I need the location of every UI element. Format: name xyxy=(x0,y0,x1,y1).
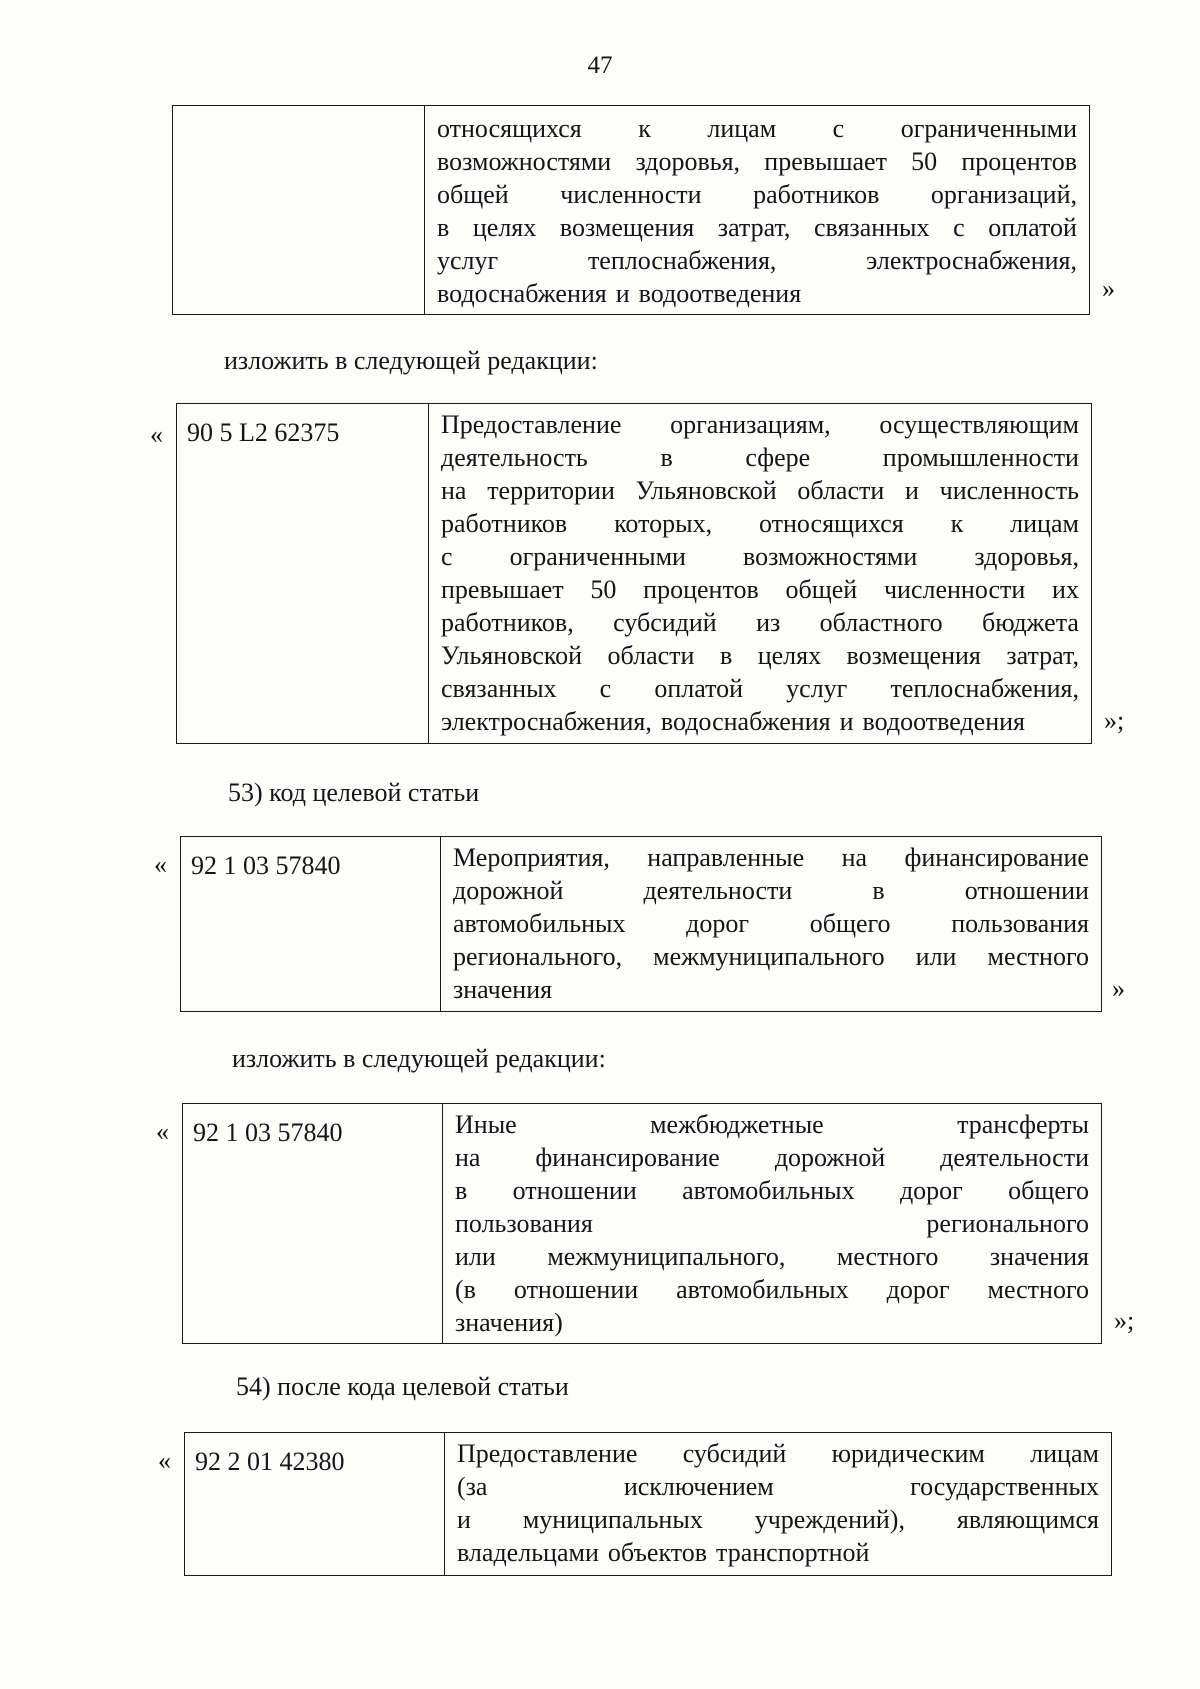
description-word: оплатой xyxy=(988,213,1077,242)
description-word: здоровья, xyxy=(974,542,1079,571)
page-number: 47 xyxy=(587,52,613,79)
description-line xyxy=(457,1536,1099,1569)
description-word: на xyxy=(455,1143,481,1172)
closing-quote: »; xyxy=(1114,1306,1135,1335)
description-word: исключением xyxy=(623,1472,774,1501)
description-word: 50 xyxy=(911,147,938,176)
description-word: в xyxy=(455,1176,468,1205)
description-word: 50 xyxy=(590,575,617,604)
description-word: работников xyxy=(441,509,568,538)
description-word: целях xyxy=(472,213,537,242)
description-word: и xyxy=(839,707,854,736)
description-word: пользования xyxy=(455,1209,593,1238)
description-word: превышает xyxy=(441,575,564,604)
description-line xyxy=(457,1503,1099,1536)
description-word: с xyxy=(599,674,612,703)
closing-quote: » xyxy=(1102,274,1115,303)
description-word: значения xyxy=(989,1242,1089,1271)
code-cell: 92 1 03 57840 xyxy=(183,1104,443,1343)
description-word: автомобильных xyxy=(453,909,626,938)
table-block-4 xyxy=(182,1103,1102,1344)
paragraph-instruction-2: изложить в следующей редакции: xyxy=(232,1044,606,1073)
description-word: процентов xyxy=(961,147,1077,176)
description-line xyxy=(441,507,1079,540)
description-line xyxy=(455,1273,1089,1306)
description-word: области xyxy=(797,476,885,505)
description-line xyxy=(441,639,1079,672)
description-word: в xyxy=(719,641,733,670)
description-word: и xyxy=(457,1505,471,1534)
description-word: дорог xyxy=(686,909,750,938)
description-line xyxy=(457,1470,1099,1503)
description-line xyxy=(455,1174,1089,1207)
description-word: численности xyxy=(560,180,702,209)
description-line xyxy=(441,441,1079,474)
description-word: процентов xyxy=(643,575,759,604)
description-line xyxy=(441,474,1079,507)
description-line xyxy=(437,178,1077,211)
description-line xyxy=(441,672,1079,705)
description-word: дорог xyxy=(886,1275,950,1304)
description-line xyxy=(437,112,1077,145)
description-line xyxy=(453,940,1089,973)
description-word: межмуниципального xyxy=(653,942,885,971)
closing-quote: »; xyxy=(1104,706,1125,735)
description-word: относящихся xyxy=(758,509,904,538)
description-word: территории xyxy=(487,476,615,505)
description-word: организаций, xyxy=(930,180,1077,209)
table-block-3 xyxy=(180,836,1102,1012)
description-word: ограниченными xyxy=(509,542,686,571)
description-line xyxy=(455,1240,1089,1273)
description-word: которых, xyxy=(614,509,713,538)
code-cell: 92 1 03 57840 xyxy=(181,837,441,1011)
description-word: относящихся xyxy=(437,114,582,143)
description-word: работников xyxy=(753,180,880,209)
description-word: водоотведения xyxy=(862,707,1025,736)
description-word: Ульяновской xyxy=(635,476,777,505)
closing-quote: » xyxy=(1112,974,1125,1003)
description-word: здоровья, xyxy=(635,147,741,176)
description-line xyxy=(455,1306,1089,1339)
paragraph-heading-53: 53) код целевой статьи xyxy=(228,778,480,807)
description-cell xyxy=(443,1104,1101,1343)
description-word: работников, xyxy=(441,608,574,637)
description-word: отношении xyxy=(964,876,1089,905)
description-word: деятельность xyxy=(441,443,588,472)
description-word: субсидий xyxy=(682,1439,787,1468)
description-cell xyxy=(429,404,1091,743)
description-word: возмещения xyxy=(559,213,695,242)
description-word: возможностями xyxy=(743,542,918,571)
opening-quote: « xyxy=(150,420,163,449)
description-word: общего xyxy=(1008,1176,1089,1205)
description-word: в xyxy=(437,213,450,242)
description-word: регионального, xyxy=(453,942,623,971)
description-word: направленные xyxy=(647,843,805,872)
description-word: их xyxy=(1052,575,1079,604)
description-line xyxy=(437,211,1077,244)
description-word: объектов xyxy=(607,1538,708,1567)
description-word: теплоснабжения, xyxy=(890,674,1079,703)
description-line xyxy=(457,1437,1099,1470)
description-line xyxy=(453,907,1089,940)
description-word: являющимся xyxy=(956,1505,1099,1534)
description-word: Предоставление xyxy=(457,1439,638,1468)
description-word: целях xyxy=(757,641,822,670)
description-word: (за xyxy=(457,1472,488,1501)
description-word: местного xyxy=(836,1242,939,1271)
description-word: в xyxy=(872,876,885,905)
description-word: организациям, xyxy=(670,410,831,439)
description-word: электроснабжения, xyxy=(866,246,1077,275)
description-word: водоснабжения xyxy=(660,707,831,736)
description-cell xyxy=(425,106,1089,314)
description-word: численности xyxy=(883,575,1026,604)
code-cell: 92 2 01 42380 xyxy=(185,1433,445,1575)
description-word: водоснабжения xyxy=(437,279,607,308)
description-word: субсидий xyxy=(613,608,717,637)
description-word: отношении xyxy=(513,1275,639,1304)
description-word: отношении xyxy=(512,1176,637,1205)
description-line xyxy=(453,874,1089,907)
description-word: дорог xyxy=(899,1176,963,1205)
description-word: осуществляющим xyxy=(879,410,1079,439)
description-word: областного xyxy=(819,608,943,637)
description-word: численность xyxy=(939,476,1079,505)
description-word: финансирование xyxy=(904,843,1089,872)
description-word: значения xyxy=(453,975,553,1004)
description-word: Мероприятия, xyxy=(453,843,610,872)
description-word: на xyxy=(441,476,467,505)
description-word: общей xyxy=(437,180,509,209)
description-word: с xyxy=(953,213,965,242)
opening-quote: « xyxy=(154,850,167,879)
description-word: юридическим xyxy=(831,1439,985,1468)
description-word: межмуниципального, xyxy=(547,1242,786,1271)
description-word: межбюджетные xyxy=(650,1110,824,1139)
description-line xyxy=(437,277,1077,310)
description-word: автомобильных xyxy=(682,1176,855,1205)
description-word: Иные xyxy=(455,1110,517,1139)
description-word: из xyxy=(756,608,781,637)
description-word: трансферты xyxy=(957,1110,1089,1139)
description-cell xyxy=(445,1433,1111,1575)
description-word: связанных xyxy=(441,674,557,703)
description-word: превышает xyxy=(764,147,887,176)
description-word: финансирование xyxy=(535,1143,720,1172)
description-word: области xyxy=(607,641,695,670)
description-word: регионального xyxy=(926,1209,1089,1238)
description-word: или xyxy=(455,1242,496,1271)
description-word: услуг xyxy=(786,674,848,703)
description-word: затрат, xyxy=(717,213,791,242)
description-line xyxy=(441,408,1079,441)
description-word: лицам xyxy=(707,114,777,143)
code-cell xyxy=(173,106,425,314)
description-line xyxy=(437,244,1077,277)
paragraph-heading-54: 54) после кода целевой статьи xyxy=(236,1372,569,1401)
description-word: лицам xyxy=(1010,509,1079,538)
description-line xyxy=(455,1141,1089,1174)
description-word: местного xyxy=(987,942,1089,971)
description-word: муниципальных xyxy=(522,1505,703,1534)
description-line xyxy=(455,1207,1089,1240)
description-line xyxy=(455,1108,1089,1141)
description-word: сфере xyxy=(745,443,811,472)
description-word: деятельности xyxy=(643,876,793,905)
description-word: на xyxy=(841,843,868,872)
description-word: возможностями xyxy=(437,147,612,176)
description-word: учреждений), xyxy=(754,1505,905,1534)
description-word: дорожной xyxy=(453,876,564,905)
description-word: лицам xyxy=(1030,1439,1099,1468)
table-block-5 xyxy=(184,1432,1112,1576)
description-word: затрат, xyxy=(1006,641,1079,670)
opening-quote: « xyxy=(156,1117,169,1146)
description-word: с xyxy=(832,114,845,143)
description-word: к xyxy=(638,114,651,143)
description-word: электроснабжения, xyxy=(441,707,652,736)
description-line xyxy=(453,841,1089,874)
description-line xyxy=(441,573,1079,606)
description-word: Ульяновской xyxy=(441,641,583,670)
description-word: в xyxy=(660,443,673,472)
description-word: или xyxy=(915,942,957,971)
description-word: Предоставление xyxy=(441,410,622,439)
description-line xyxy=(441,705,1079,738)
description-word: теплоснабжения, xyxy=(587,246,777,275)
table-block-1 xyxy=(172,105,1090,315)
opening-quote: « xyxy=(158,1446,171,1475)
description-line xyxy=(437,145,1077,178)
description-word: к xyxy=(950,509,964,538)
description-word: и xyxy=(615,279,630,308)
description-word: оплатой xyxy=(654,674,744,703)
description-word: и xyxy=(905,476,919,505)
description-word: государственных xyxy=(910,1472,1099,1501)
table-block-2 xyxy=(176,403,1092,744)
description-word: (в xyxy=(455,1275,476,1304)
description-word: владельцами xyxy=(457,1538,599,1567)
description-word: пользования xyxy=(951,909,1089,938)
description-word: бюджета xyxy=(982,608,1079,637)
description-word: связанных xyxy=(813,213,930,242)
description-word: промышленности xyxy=(882,443,1079,472)
code-cell: 90 5 L2 62375 xyxy=(177,404,429,743)
description-word: водоотведения xyxy=(638,279,802,308)
description-word: транспортной xyxy=(716,1538,870,1567)
description-line xyxy=(453,973,1089,1006)
description-word: с xyxy=(441,542,453,571)
description-word: автомобильных xyxy=(676,1275,849,1304)
description-word: местного xyxy=(987,1275,1089,1304)
description-line xyxy=(441,540,1079,573)
description-word: услуг xyxy=(437,246,499,275)
description-word: общего xyxy=(809,909,891,938)
description-line xyxy=(441,606,1079,639)
description-cell xyxy=(441,837,1101,1011)
description-word: возмещения xyxy=(846,641,981,670)
description-word: значения) xyxy=(455,1308,563,1337)
description-word: общей xyxy=(785,575,858,604)
description-word: деятельности xyxy=(940,1143,1089,1172)
description-word: дорожной xyxy=(774,1143,886,1172)
paragraph-instruction-1: изложить в следующей редакции: xyxy=(224,346,598,375)
description-word: ограниченными xyxy=(900,114,1077,143)
